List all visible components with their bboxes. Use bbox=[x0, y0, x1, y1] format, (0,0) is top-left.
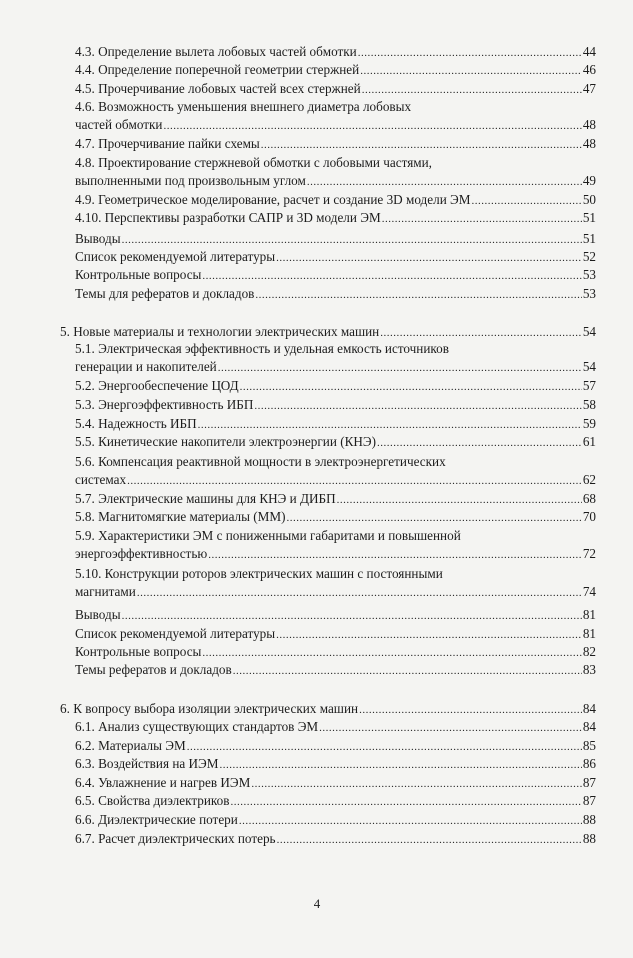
toc-entry[interactable] bbox=[75, 584, 596, 601]
toc-entry-page: 83 bbox=[582, 662, 596, 677]
toc-entry[interactable] bbox=[75, 472, 596, 489]
toc-entry-title: 5.3. Энергоэффективность ИБП bbox=[75, 397, 254, 412]
toc-entry-title: Темы для рефератов и докладов bbox=[75, 286, 255, 301]
dot-leader bbox=[208, 547, 582, 563]
toc-entry[interactable] bbox=[75, 359, 596, 376]
toc-entry-page: 52 bbox=[582, 249, 596, 264]
toc-entry-title: 4.5. Прочерчивание лобовых частей всех стержней bbox=[75, 81, 361, 96]
toc-entry-page: 54 bbox=[582, 324, 596, 339]
toc-entry-title: 6.5. Свойства диэлектриков bbox=[75, 793, 230, 808]
toc-entry-title: генерации и накопителей bbox=[75, 359, 217, 374]
toc-entry-page: 48 bbox=[582, 117, 596, 132]
toc-entry-page: 58 bbox=[582, 397, 596, 412]
toc-entry[interactable] bbox=[75, 756, 596, 773]
toc-entry-title: 4.7. Прочерчивание пайки схемы bbox=[75, 136, 260, 151]
toc-entry-title: 4.10. Перспективы разработки САПР и 3D модели ЭМ bbox=[75, 210, 381, 225]
toc-entry[interactable] bbox=[75, 117, 596, 134]
toc-entry-page: 81 bbox=[582, 607, 596, 622]
dot-leader bbox=[202, 645, 581, 661]
toc-entry-title: 6.1. Анализ существующих стандартов ЭМ bbox=[75, 719, 319, 734]
toc-entry-first-line: 5.10. Конструкции роторов электрических машин с постоянными bbox=[75, 566, 443, 581]
toc-entry-title: 6. К вопросу выбора изоляции электрических машин bbox=[60, 701, 359, 716]
toc-entry-page: 88 bbox=[582, 831, 596, 846]
toc-entry[interactable] bbox=[75, 286, 596, 303]
toc-entry-title: Список рекомендуемой литературы bbox=[75, 626, 276, 641]
toc-entry-title: Выводы bbox=[75, 231, 121, 246]
toc-entry-page: 51 bbox=[582, 231, 596, 246]
dot-leader bbox=[220, 757, 582, 773]
toc-entry-page: 44 bbox=[582, 44, 596, 59]
toc-entry-title: 5. Новые материалы и технологии электрических машин bbox=[60, 324, 380, 339]
toc-entry-title: Темы рефератов и докладов bbox=[75, 662, 232, 677]
toc-entry[interactable] bbox=[60, 701, 596, 718]
dot-leader bbox=[251, 776, 582, 792]
toc-entry-page: 50 bbox=[582, 192, 596, 207]
toc-entry[interactable] bbox=[75, 719, 596, 736]
toc-entry[interactable] bbox=[75, 62, 596, 79]
toc-entry[interactable] bbox=[75, 397, 596, 414]
dot-leader bbox=[240, 379, 582, 395]
toc-entry-title: магнитами bbox=[75, 584, 136, 599]
toc-entry[interactable] bbox=[75, 509, 596, 526]
toc-entry-page: 48 bbox=[582, 136, 596, 151]
toc-entry[interactable] bbox=[75, 192, 596, 209]
toc-entry-title: 4.3. Определение вылета лобовых частей обмотки bbox=[75, 44, 357, 59]
toc-entry[interactable] bbox=[75, 546, 596, 563]
dot-leader bbox=[319, 720, 582, 736]
dot-leader bbox=[382, 211, 582, 227]
toc-entry[interactable] bbox=[75, 434, 596, 451]
toc-entry-title: 5.7. Электрические машины для КНЭ и ДИБП bbox=[75, 491, 336, 506]
toc-entry-title: Список рекомендуемой литературы bbox=[75, 249, 276, 264]
toc-entry-page: 62 bbox=[582, 472, 596, 487]
toc-entry[interactable] bbox=[75, 231, 596, 248]
toc-entry[interactable] bbox=[75, 378, 596, 395]
toc-entry-page: 54 bbox=[582, 359, 596, 374]
toc-entry[interactable] bbox=[75, 738, 596, 755]
toc-entry-page: 86 bbox=[582, 756, 596, 771]
toc-entry-page: 87 bbox=[582, 775, 596, 790]
dot-leader bbox=[358, 45, 582, 61]
toc-entry-title: 6.3. Воздействия на ИЭМ bbox=[75, 756, 219, 771]
dot-leader bbox=[471, 193, 581, 209]
toc-entry-first-line: 5.9. Характеристики ЭМ с пониженными габаритами и повышенной bbox=[75, 528, 461, 543]
toc-entry[interactable] bbox=[75, 662, 596, 679]
toc-entry-page: 57 bbox=[582, 378, 596, 393]
toc-entry-title: 4.9. Геометрическое моделирование, расчет и создание 3D модели ЭМ bbox=[75, 192, 471, 207]
toc-entry[interactable] bbox=[60, 324, 596, 341]
toc-entry[interactable] bbox=[75, 136, 596, 153]
dot-leader bbox=[202, 268, 581, 284]
toc-entry-page: 74 bbox=[582, 584, 596, 599]
toc-entry-title: 6.2. Материалы ЭМ bbox=[75, 738, 186, 753]
dot-leader bbox=[239, 813, 582, 829]
toc-entry-page: 85 bbox=[582, 738, 596, 753]
toc-entry-first-line: 4.8. Проектирование стержневой обмотки с лобовыми частями, bbox=[75, 155, 432, 170]
toc-entry-first-line: 5.6. Компенсация реактивной мощности в электроэнергетических bbox=[75, 454, 446, 469]
dot-leader bbox=[127, 473, 582, 489]
toc-entry-title: выполненными под произвольным углом bbox=[75, 173, 306, 188]
toc-entry-page: 70 bbox=[582, 509, 596, 524]
toc-entry[interactable] bbox=[75, 626, 596, 643]
toc-entry-title: 5.4. Надежность ИБП bbox=[75, 416, 197, 431]
dot-leader bbox=[337, 492, 582, 508]
dot-leader bbox=[218, 360, 582, 376]
toc-entry-page: 53 bbox=[582, 267, 596, 282]
dot-leader bbox=[255, 287, 581, 303]
dot-leader bbox=[254, 398, 581, 414]
toc-entry-page: 59 bbox=[582, 416, 596, 431]
toc-entry-title: 5.2. Энергообеспечение ЦОД bbox=[75, 378, 239, 393]
toc-entry[interactable] bbox=[75, 81, 596, 98]
toc-entry-page: 84 bbox=[582, 719, 596, 734]
toc-entry-title: 6.6. Диэлектрические потери bbox=[75, 812, 238, 827]
dot-leader bbox=[276, 627, 582, 643]
dot-leader bbox=[277, 832, 582, 848]
toc-entry-page: 61 bbox=[582, 434, 596, 449]
dot-leader bbox=[233, 663, 582, 679]
dot-leader bbox=[137, 585, 582, 601]
toc-entry-page: 68 bbox=[582, 491, 596, 506]
toc-entry-title: энергоэффективностью bbox=[75, 546, 208, 561]
toc-entry-first-line: 5.1. Электрическая эффективность и удельная емкость источников bbox=[75, 341, 449, 356]
dot-leader bbox=[276, 250, 582, 266]
toc-entry-page: 51 bbox=[582, 210, 596, 225]
dot-leader bbox=[163, 118, 581, 134]
dot-leader bbox=[359, 702, 582, 718]
toc-entry-title: Контрольные вопросы bbox=[75, 267, 202, 282]
toc-entry[interactable] bbox=[75, 44, 596, 61]
toc-entry[interactable] bbox=[75, 416, 596, 433]
toc-entry[interactable] bbox=[75, 644, 596, 661]
toc-entry[interactable] bbox=[75, 812, 596, 829]
toc-entry-title: 5.8. Магнитомягкие материалы (ММ) bbox=[75, 509, 286, 524]
dot-leader bbox=[230, 794, 581, 810]
page-number: 4 bbox=[313, 896, 321, 911]
toc-entry-page: 72 bbox=[582, 546, 596, 561]
dot-leader bbox=[261, 137, 582, 153]
toc-entry-page: 81 bbox=[582, 626, 596, 641]
toc-entry-title: 6.4. Увлажнение и нагрев ИЭМ bbox=[75, 775, 251, 790]
toc-entry-title: 6.7. Расчет диэлектрических потерь bbox=[75, 831, 276, 846]
toc-entry-page: 53 bbox=[582, 286, 596, 301]
toc-entry-page: 84 bbox=[582, 701, 596, 716]
toc-entry-title: системах bbox=[75, 472, 127, 487]
dot-leader bbox=[360, 63, 582, 79]
toc-entry-page: 46 bbox=[582, 62, 596, 77]
toc-entry-title: частей обмотки bbox=[75, 117, 163, 132]
dot-leader bbox=[287, 510, 582, 526]
toc-entry[interactable] bbox=[75, 491, 596, 508]
toc-entry-page: 82 bbox=[582, 644, 596, 659]
toc-entry-page: 88 bbox=[582, 812, 596, 827]
toc-entry-page: 87 bbox=[582, 793, 596, 808]
toc-entry[interactable] bbox=[75, 173, 596, 190]
toc-entry-title: Контрольные вопросы bbox=[75, 644, 202, 659]
toc-entry-first-line: 4.6. Возможность уменьшения внешнего диаметра лобовых bbox=[75, 99, 412, 114]
toc-entry[interactable] bbox=[75, 793, 596, 810]
toc-entry[interactable] bbox=[75, 607, 596, 624]
dot-leader bbox=[122, 608, 582, 624]
dot-leader bbox=[187, 739, 582, 755]
dot-leader bbox=[198, 417, 582, 433]
toc-entry-page: 47 bbox=[582, 81, 596, 96]
toc-entry-title: 5.5. Кинетические накопители электроэнергии (КНЭ) bbox=[75, 434, 377, 449]
dot-leader bbox=[377, 435, 582, 451]
dot-leader bbox=[380, 325, 582, 341]
toc-entry[interactable] bbox=[75, 775, 596, 792]
toc-entry[interactable] bbox=[75, 210, 596, 227]
dot-leader bbox=[362, 82, 582, 98]
toc-entry[interactable] bbox=[75, 267, 596, 284]
toc-entry[interactable] bbox=[75, 249, 596, 266]
dot-leader bbox=[307, 174, 582, 190]
toc-entry-page: 49 bbox=[582, 173, 596, 188]
toc-entry-title: Выводы bbox=[75, 607, 121, 622]
toc-entry-title: 4.4. Определение поперечной геометрии стержней bbox=[75, 62, 360, 77]
toc-entry[interactable] bbox=[75, 831, 596, 848]
dot-leader bbox=[122, 232, 582, 248]
